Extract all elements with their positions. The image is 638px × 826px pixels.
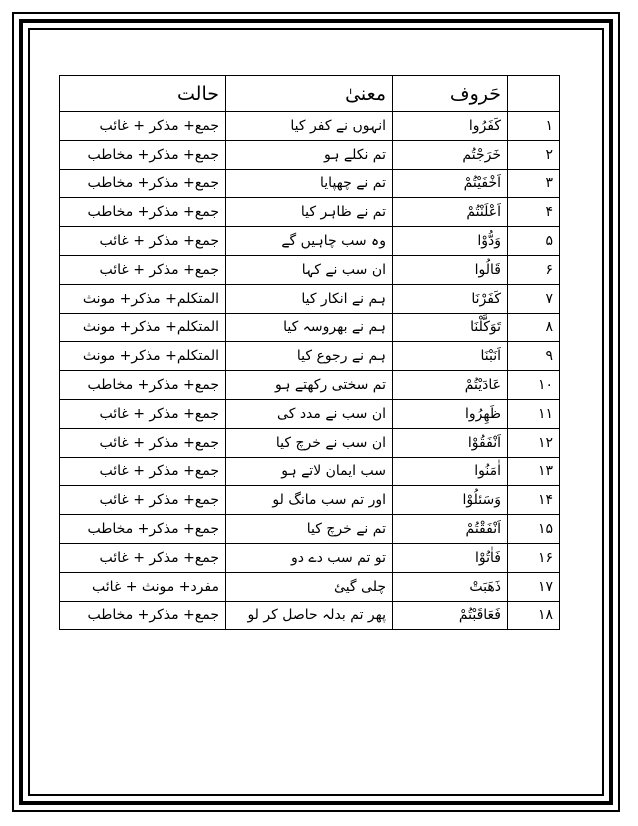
row-meaning: وہ سب چاہیں گے xyxy=(226,227,393,256)
row-state: المتکلم+ مذکر+ مونث xyxy=(60,313,226,342)
row-state: جمع+ مذکر + غائب xyxy=(60,457,226,486)
row-number: ۴ xyxy=(508,198,560,227)
row-meaning: پھر تم بدلہ حاصل کر لو xyxy=(226,601,393,630)
row-state: جمع+ مذکر+ مخاطب xyxy=(60,601,226,630)
row-meaning: ہم نے رجوع کیا xyxy=(226,342,393,371)
row-number: ۱۰ xyxy=(508,371,560,400)
table-row xyxy=(60,371,560,400)
row-state: مفرد+ مونث + غائب xyxy=(60,572,226,601)
row-state: جمع+ مذکر + غائب xyxy=(60,255,226,284)
row-state: جمع+ مذکر + غائب xyxy=(60,112,226,141)
row-meaning: تم نے چھپایا xyxy=(226,169,393,198)
row-word: اَنَبْنَا xyxy=(393,342,508,371)
row-word: عَادَيْتُمْ xyxy=(393,371,508,400)
row-meaning: ان سب نے کہا xyxy=(226,255,393,284)
row-word: فَعَاقَبْتُمْ xyxy=(393,601,508,630)
row-word: تَوَكَّلْنَا xyxy=(393,313,508,342)
row-number: ۱۶ xyxy=(508,543,560,572)
row-state: جمع+ مذکر+ مخاطب xyxy=(60,169,226,198)
row-word: اَنْفَقْتُمْ xyxy=(393,515,508,544)
table-row xyxy=(60,313,560,342)
row-state: المتکلم+ مذکر+ مونث xyxy=(60,284,226,313)
row-word: خَرَجْتُم xyxy=(393,140,508,169)
row-meaning: تم سختی رکھتے ہو xyxy=(226,371,393,400)
row-number: ۳ xyxy=(508,169,560,198)
row-number: ۱۸ xyxy=(508,601,560,630)
table-row xyxy=(60,486,560,515)
row-state: جمع+ مذکر+ مخاطب xyxy=(60,198,226,227)
vocabulary-table xyxy=(59,75,560,630)
table-row xyxy=(60,543,560,572)
row-word: ذَهَبَتْ xyxy=(393,572,508,601)
header-meaning: معنیٰ xyxy=(226,76,393,112)
row-meaning: تم نے خرچ کیا xyxy=(226,515,393,544)
table-row xyxy=(60,601,560,630)
table-row xyxy=(60,112,560,141)
row-number: ۲ xyxy=(508,140,560,169)
table-row xyxy=(60,284,560,313)
row-number: ۸ xyxy=(508,313,560,342)
row-number: ۵ xyxy=(508,227,560,256)
row-meaning: ہم نے بھروسہ کیا xyxy=(226,313,393,342)
row-meaning: سب ایمان لاتے ہو xyxy=(226,457,393,486)
row-meaning: تم نے ظاہر کیا xyxy=(226,198,393,227)
row-number: ۱ xyxy=(508,112,560,141)
row-state: جمع+ مذکر + غائب xyxy=(60,486,226,515)
row-number: ۱۵ xyxy=(508,515,560,544)
row-state: جمع+ مذکر + غائب xyxy=(60,428,226,457)
row-state: المتکلم+ مذکر+ مونث xyxy=(60,342,226,371)
table-header-row xyxy=(60,76,560,112)
table-row xyxy=(60,457,560,486)
row-word: اٰمَنُوا xyxy=(393,457,508,486)
row-number: ۹ xyxy=(508,342,560,371)
row-meaning: تم نکلے ہو xyxy=(226,140,393,169)
table-row xyxy=(60,342,560,371)
row-meaning: ان سب نے مدد کی xyxy=(226,399,393,428)
row-word: وَسَئلُوْا xyxy=(393,486,508,515)
header-state: حالت xyxy=(60,76,226,112)
row-word: قَالُوا xyxy=(393,255,508,284)
row-state: جمع+ مذکر + غائب xyxy=(60,399,226,428)
row-word: ظَهِرُوا xyxy=(393,399,508,428)
table-row xyxy=(60,572,560,601)
row-number: ۱۱ xyxy=(508,399,560,428)
header-word: حَروف xyxy=(393,76,508,112)
row-number: ۱۳ xyxy=(508,457,560,486)
row-meaning: تو تم سب دے دو xyxy=(226,543,393,572)
row-state: جمع+ مذکر + غائب xyxy=(60,543,226,572)
row-word: كَفَرُوا xyxy=(393,112,508,141)
table-row xyxy=(60,140,560,169)
row-meaning: ان سب نے خرچ کیا xyxy=(226,428,393,457)
row-meaning: چلی گیئ xyxy=(226,572,393,601)
table-row xyxy=(60,198,560,227)
row-state: جمع+ مذکر+ مخاطب xyxy=(60,515,226,544)
table-row xyxy=(60,169,560,198)
table-row xyxy=(60,515,560,544)
header-number xyxy=(508,76,560,112)
row-number: ۱۲ xyxy=(508,428,560,457)
row-word: اَخْفَيْتُمْ xyxy=(393,169,508,198)
row-meaning: انہوں نے کفر کیا xyxy=(226,112,393,141)
table-row xyxy=(60,428,560,457)
row-word: اَنْفَقُوْا xyxy=(393,428,508,457)
row-state: جمع+ مذکر+ مخاطب xyxy=(60,140,226,169)
table-row xyxy=(60,227,560,256)
row-state: جمع+ مذکر+ مخاطب xyxy=(60,371,226,400)
row-word: اَعْلَنْتُمْ xyxy=(393,198,508,227)
row-word: فَاٰتُوْا xyxy=(393,543,508,572)
row-state: جمع+ مذکر + غائب xyxy=(60,227,226,256)
row-word: وَدُّوْا xyxy=(393,227,508,256)
row-number: ۱۴ xyxy=(508,486,560,515)
row-number: ۱۷ xyxy=(508,572,560,601)
table-row xyxy=(60,399,560,428)
table-row xyxy=(60,255,560,284)
row-word: كَفَرْنَا xyxy=(393,284,508,313)
row-number: ۷ xyxy=(508,284,560,313)
row-meaning: ہم نے انکار کیا xyxy=(226,284,393,313)
row-number: ۶ xyxy=(508,255,560,284)
row-meaning: اور تم سب مانگ لو xyxy=(226,486,393,515)
